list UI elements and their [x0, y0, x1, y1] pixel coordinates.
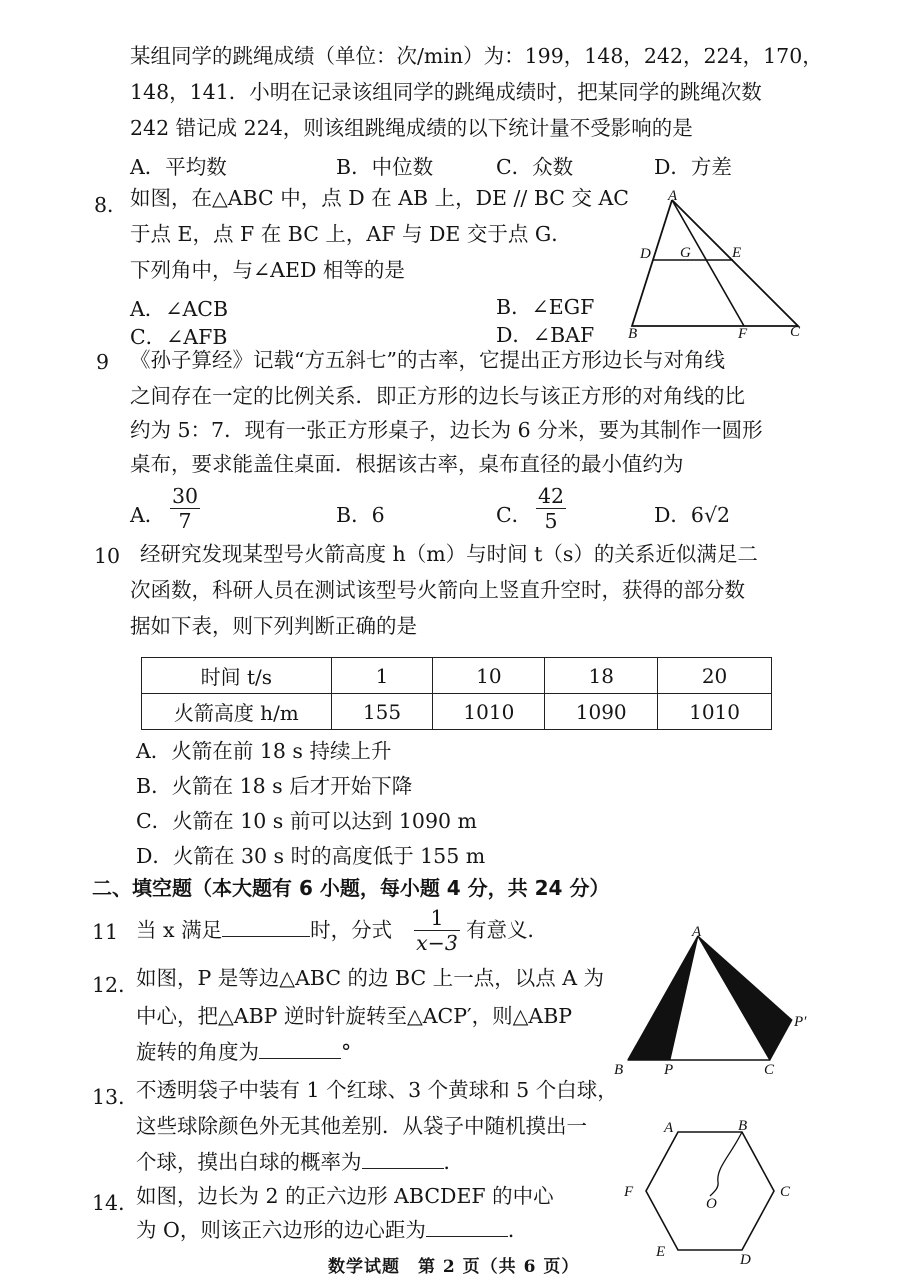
label-d: D: [740, 1252, 751, 1266]
q9-option-a-label: A．: [130, 503, 166, 527]
q10-option-b: B．火箭在 18 s 后才开始下降: [136, 774, 413, 798]
q7-option-a: A．平均数: [130, 155, 227, 179]
label-e: E: [732, 245, 742, 261]
q11-number: 11: [92, 920, 119, 944]
table-cell: 1090: [545, 694, 658, 730]
table-header-cell: 时间 t/s: [142, 658, 332, 694]
label-f: F: [738, 326, 748, 340]
q9-a-numerator: 30: [172, 484, 199, 508]
label-f: F: [624, 1184, 634, 1200]
q9-c-denominator: 5: [544, 509, 558, 533]
q9-line-4: 桌布，要求能盖住桌面．根据该古率，桌布直径的最小值约为: [130, 452, 684, 476]
q9-option-c-label: C．: [496, 503, 533, 527]
page-footer: 数学试题 第 2 页（共 6 页）: [328, 1257, 580, 1277]
q12-line-3: [136, 1040, 351, 1065]
table-cell: 18: [545, 658, 658, 694]
q10-option-a: A．火箭在前 18 s 持续上升: [136, 739, 392, 763]
q8-line-2: 于点 E，点 F 在 BC 上，AF 与 DE 交于点 G．: [130, 222, 572, 246]
label-g: G: [680, 245, 691, 261]
label-p-prime: P′: [794, 1014, 807, 1030]
q10-line-3: 据如下表，则下列判断正确的是: [130, 614, 417, 638]
label-c: C: [780, 1184, 791, 1200]
q8-option-b: B．∠EGF: [496, 295, 595, 319]
q14-text-pre: 为 O，则该正六边形的边心距为: [136, 1218, 426, 1242]
label-d: D: [640, 246, 651, 262]
q9-option-c-fraction: [536, 484, 566, 533]
q13-answer-blank[interactable]: [362, 1150, 444, 1169]
q12-rotation-figure: [606, 924, 824, 1080]
q14-line-2: [136, 1218, 528, 1243]
q9-line-1: 《孙子算经》记载“方五斜七”的古率，它提出正方形边长与对角线: [130, 348, 725, 372]
label-b: B: [614, 1062, 624, 1078]
q10-option-c: C．火箭在 10 s 前可以达到 1090 m: [136, 809, 477, 833]
q13-text-pre: 个球，摸出白球的概率为: [136, 1150, 362, 1174]
table-cell: 20: [658, 658, 772, 694]
q9-a-denominator: 7: [178, 509, 192, 533]
q8-line-1: 如图，在△ABC 中，点 D 在 AB 上，DE // BC 交 AC: [130, 186, 629, 210]
table-row: [142, 658, 772, 694]
q11-fraction: [414, 906, 460, 955]
label-o: O: [706, 1196, 717, 1212]
q12-answer-blank[interactable]: [259, 1040, 341, 1059]
q7-line-1: 某组同学的跳绳成绩（单位：次/min）为：199，148，242，224，170，: [130, 44, 823, 68]
q9-line-3: 约为 5：7．现有一张正方形桌子，边长为 6 分米，要为其制作一圆形: [130, 418, 763, 442]
q14-text-post: ．: [507, 1218, 529, 1242]
table-cell: 155: [331, 694, 433, 730]
label-b: B: [738, 1118, 748, 1134]
q12-number: 12．: [92, 973, 139, 997]
q14-number: 14．: [92, 1191, 139, 1215]
q9-option-b: B．6: [336, 503, 385, 527]
segment-ob: [710, 1132, 742, 1196]
label-p: P: [664, 1062, 674, 1078]
q7-line-2: 148，141．小明在记录该组同学的跳绳成绩时，把某同学的跳绳次数: [130, 80, 762, 104]
label-e: E: [656, 1244, 666, 1260]
label-a: A: [692, 924, 702, 940]
q8-option-c: C．∠AFB: [130, 325, 228, 349]
q7-option-b: B．中位数: [336, 155, 434, 179]
q11-text-mid: 时，分式: [310, 918, 393, 942]
q11-text-pre: 当 x 满足: [136, 918, 223, 942]
q11-line: [136, 918, 392, 943]
q13-line-3: [136, 1150, 464, 1175]
q11-denominator: x−3: [416, 931, 458, 955]
label-a: A: [668, 188, 678, 204]
q7-option-c: C．众数: [496, 155, 574, 179]
label-c: C: [764, 1062, 775, 1078]
label-b: B: [628, 326, 638, 340]
q12-text-pre: 旋转的角度为: [136, 1040, 259, 1064]
hexagon-abcdef: [646, 1132, 774, 1250]
segment-af: [672, 200, 744, 326]
table-cell: 10: [433, 658, 545, 694]
q9-option-a-fraction: [170, 484, 200, 533]
q13-number: 13．: [92, 1085, 139, 1109]
q12-text-post: °: [341, 1040, 352, 1064]
q7-line-3: 242 错记成 224，则该组跳绳成绩的以下统计量不受影响的是: [130, 116, 693, 140]
table-cell: 1: [331, 658, 433, 694]
table-row: [142, 694, 772, 730]
triangle-abc: [632, 200, 798, 326]
q8-triangle-figure: [620, 188, 820, 340]
label-c: C: [790, 324, 801, 340]
q12-line-1: 如图，P 是等边△ABC 的边 BC 上一点，以点 A 为: [136, 966, 605, 990]
q13-line-2: 这些球除颜色外无其他差别．从袋子中随机摸出一: [136, 1114, 587, 1138]
q10-number: 10: [94, 544, 121, 568]
q9-option-d: D．6√2: [654, 503, 731, 527]
q13-line-1: 不透明袋子中装有 1 个红球、3 个黄球和 5 个白球，: [136, 1078, 618, 1102]
q10-line-2: 次函数，科研人员在测试该型号火箭向上竖直升空时，获得的部分数: [130, 578, 745, 602]
q8-option-d: D．∠BAF: [496, 323, 595, 347]
q9-number: 9: [96, 350, 110, 374]
label-a: A: [664, 1120, 674, 1136]
q10-line-1: 经研究发现某型号火箭高度 h（m）与时间 t（s）的关系近似满足二: [140, 542, 758, 566]
q14-answer-blank[interactable]: [426, 1218, 508, 1237]
q9-c-numerator: 42: [538, 484, 565, 508]
q11-numerator: 1: [414, 906, 460, 931]
q11-answer-blank[interactable]: [222, 918, 310, 937]
q11-text-post: 有意义．: [466, 918, 548, 942]
q10-data-table: [141, 657, 772, 730]
q8-option-a: A．∠ACB: [130, 297, 229, 321]
table-cell: 1010: [658, 694, 772, 730]
shaded-triangle-acp-prime: [698, 936, 792, 1060]
q10-option-d: D．火箭在 30 s 时的高度低于 155 m: [136, 844, 486, 868]
q7-option-d: D．方差: [654, 155, 732, 179]
q9-line-2: 之间存在一定的比例关系．即正方形的边长与该正方形的对角线的比: [130, 384, 745, 408]
q13-text-post: ．: [443, 1150, 464, 1174]
section-2-title: 二、填空题（本大题有 6 小题，每小题 4 分，共 24 分）: [92, 876, 610, 900]
q8-line-3: 下列角中，与∠AED 相等的是: [130, 258, 405, 282]
table-header-cell: 火箭高度 h/m: [142, 694, 332, 730]
q12-line-2: 中心，把△ABP 逆时针旋转至△ACP′，则△ABP: [136, 1004, 573, 1028]
table-cell: 1010: [433, 694, 545, 730]
q8-number: 8．: [94, 193, 128, 217]
q14-hexagon-figure: [618, 1116, 806, 1266]
q14-line-1: 如图，边长为 2 的正六边形 ABCDEF 的中心: [136, 1184, 554, 1208]
